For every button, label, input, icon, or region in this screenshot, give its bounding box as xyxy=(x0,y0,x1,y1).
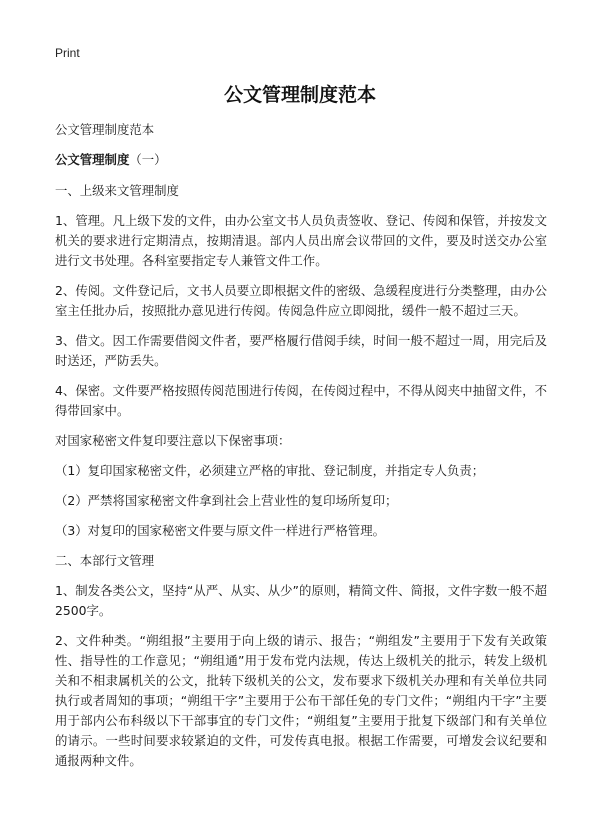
document-body xyxy=(55,120,547,781)
list-item-copy-2: （2）严禁将国家秘密文件拿到社会上营业性的复印场所复印； xyxy=(55,493,398,508)
paragraph-document-types: 2、文件种类。“朔组报”主要用于向上级的请示、报告；“朔组发”主要用于下发有关政策性、指导性的工作意见；“朔组通”用于发布党内法规，传达上级机关的批示，转发上级机关和不相隶属机关的公文，批转下级机关的公文，发布要求下级机关办理和有关单位共同执行或者周知的事项；“朔组干字”主要用于公布干部任免的专门文件；“朔组内干字”主要用于部内公布科级以下干部事宜的专门文件；“朔组复”主要用于批复下级部门和有关单位的请示。一些时间要求较紧迫的文件，可发传真电报。根据工作需要，可增发会议纪要和通报两种文件。 xyxy=(55,633,547,768)
intro-line: 公文管理制度范本 xyxy=(55,122,155,137)
document-title: 公文管理制度范本 xyxy=(223,84,376,106)
list-item-copy-1: （1）复印国家秘密文件，必须建立严格的审批、登记制度，并指定专人负责； xyxy=(55,463,485,478)
heading-internal-documents: 二、本部行文管理 xyxy=(55,553,155,568)
paragraph-management: 1、管理。凡上级下发的文件，由办公室文书人员负责签收、登记、传阅和保管，并按发文机关的要求进行定期清点，按期清退。部内人员出席会议带回的文件，要及时送交办公室进行文书处理。各科室要指定专人兼管文件工作。 xyxy=(55,213,547,268)
paragraph-borrowing: 3、借文。因工作需要借阅文件者，要严格履行借阅手续，时间一般不超过一周，用完后及时送还，严防丢失。 xyxy=(55,333,547,368)
paragraph-circulation: 2、传阅。文件登记后，文书人员要立即根据文件的密级、急缓程度进行分类整理，由办公室主任批办后，按照批办意见进行传阅。传阅急件应立即阅批，缓件一般不超过三天。 xyxy=(55,283,547,318)
print-link[interactable]: Print xyxy=(55,46,80,60)
paragraph-confidentiality: 4、保密。文件要严格按照传阅范围进行传阅，在传阅过程中，不得从阅夹中抽留文件，不得带回家中。 xyxy=(55,383,547,418)
list-item-copy-3: （3）对复印的国家秘密文件要与原文件一样进行严格管理。 xyxy=(55,523,386,538)
paragraph-copy-notice: 对国家秘密文件复印要注意以下保密事项： xyxy=(55,433,291,448)
section-heading xyxy=(55,150,547,170)
paragraph-issuing-principles: 1、制发各类公文，坚持“从严、从实、从少”的原则，精简文件、简报，文件字数一般不超2500字。 xyxy=(55,583,547,618)
section-title-suffix: （一） xyxy=(129,152,167,167)
heading-upper-documents: 一、上级来文管理制度 xyxy=(55,183,179,198)
section-title: 公文管理制度 xyxy=(55,152,130,167)
